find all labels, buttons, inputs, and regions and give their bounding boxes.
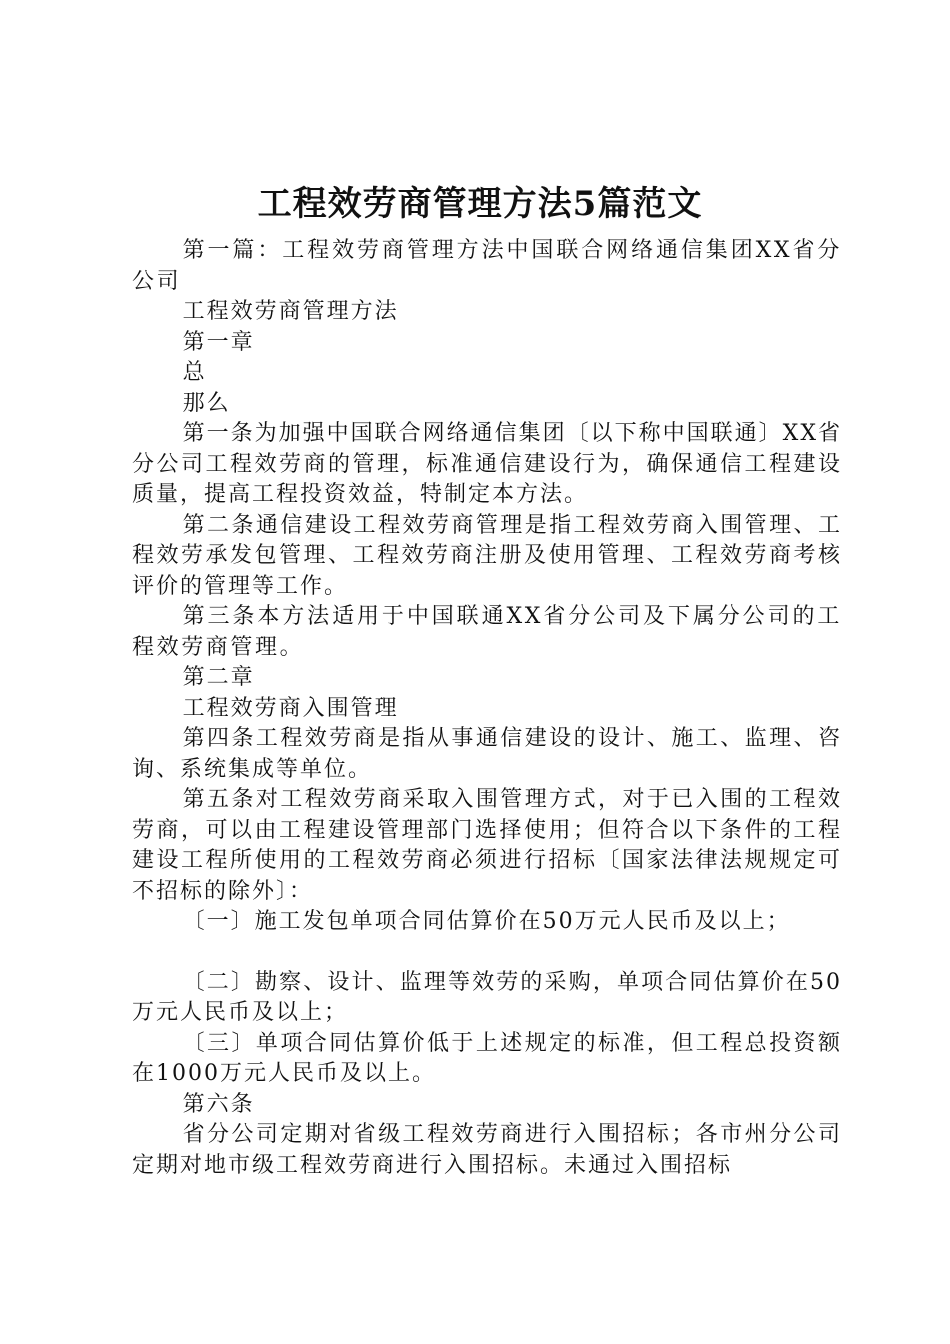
paragraph-chapter-two-title: 工程效劳商入围管理 [182, 695, 399, 721]
paragraph-doc-name: 工程效劳商管理方法 [182, 299, 399, 324]
paragraph-article-4: 第四条工程效劳商是指从事通信建设的设计、施工、监理、咨询、系统集成等单位。 [132, 726, 842, 782]
paragraph-chapter-one: 第一章 [182, 329, 255, 355]
paragraph-article-6: 第六条 [182, 1091, 255, 1117]
paragraph-rules: 那么 [182, 390, 231, 416]
paragraph-part-one-heading: 第一篇：工程效劳商管理方法中国联合网络通信集团XX省分公司 [132, 238, 842, 294]
paragraph-item-1: 〔一〕施工发包单项合同估算价在50万元人民币及以上； [182, 909, 791, 934]
paragraph-article-2: 第二条通信建设工程效劳商管理是指工程效劳商入围管理、工程效劳承发包管理、工程效劳商注册及使用管理、工程效劳商考核评价的管理等工作。 [132, 512, 842, 599]
document-title: 工程效劳商管理方法5篇范文 [257, 184, 703, 224]
document-body [132, 236, 842, 1181]
paragraph-chapter-two: 第二章 [182, 665, 255, 690]
paragraph-item-2: 〔二〕勘察、设计、监理等效劳的采购，单项合同估算价在50万元人民币及以上； [132, 969, 842, 1025]
paragraph-general: 总 [182, 360, 207, 385]
paragraph-item-3: 〔三〕单项合同估算价低于上述规定的标准，但工程总投资额在1000万元人民币及以上。 [132, 1030, 842, 1086]
paragraph-article-3: 第三条本方法适用于中国联通XX省分公司及下属分公司的工程效劳商管理。 [132, 604, 842, 660]
paragraph-article-5: 第五条对工程效劳商采取入围管理方式，对于已入围的工程效劳商，可以由工程建设管理部门选择使用；但符合以下条件的工程建设工程所使用的工程效劳商必须进行招标〔国家法律法规规定可不招标的除外〕： [132, 787, 842, 904]
paragraph-article-1: 第一条为加强中国联合网络通信集团〔以下称中国联通〕XX省分公司工程效劳商的管理，标准通信建设行为，确保通信工程建设质量，提高工程投资效益，特制定本方法。 [132, 421, 842, 507]
paragraph-article-6-body: 省分公司定期对省级工程效劳商进行入围招标；各市州分公司定期对地市级工程效劳商进行入围招标。未通过入围招标 [132, 1122, 842, 1178]
